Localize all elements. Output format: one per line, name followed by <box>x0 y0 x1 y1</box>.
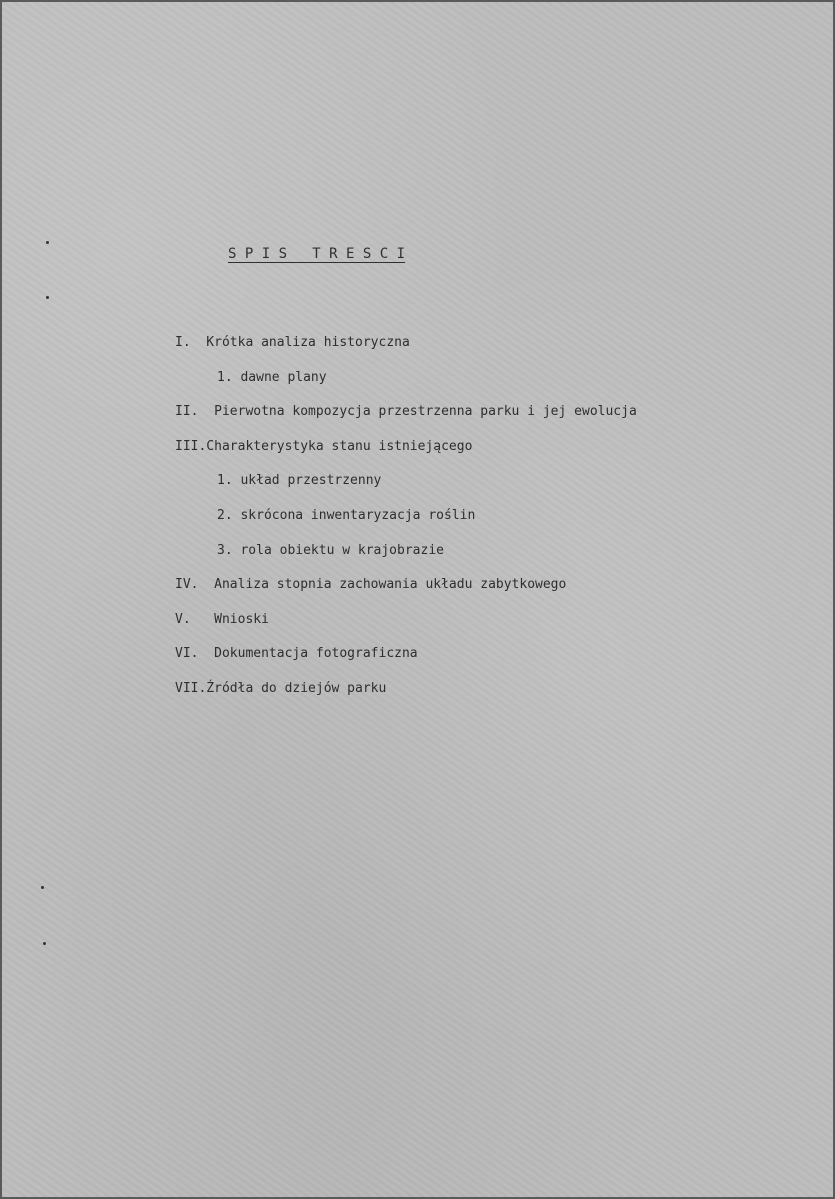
toc-entry: VII.Źródła do dziejów parku <box>175 680 387 696</box>
toc-entry: III.Charakterystyka stanu istniejącego <box>175 438 473 454</box>
toc-entry: II. Pierwotna kompozycja przestrzenna parku i jej ewolucja <box>175 404 637 420</box>
toc-entry: I. Krótka analiza historyczna <box>175 335 410 350</box>
table-of-contents <box>175 334 637 715</box>
toc-entry: IV. Analiza stopnia zachowania układu zabytkowego <box>175 577 567 593</box>
toc-subentry: 2. skrócona inwentaryzacja roślin <box>217 507 476 523</box>
margin-punch-mark <box>41 886 44 889</box>
margin-punch-mark <box>46 241 49 244</box>
toc-subentry: 3. rola obiektu w krajobrazie <box>217 542 444 558</box>
toc-subentry: 1. układ przestrzenny <box>217 473 382 489</box>
toc-entry: V. Wnioski <box>175 611 269 627</box>
margin-punch-mark <box>46 296 49 299</box>
margin-punch-mark <box>43 942 46 945</box>
toc-subentry: 1. dawne plany <box>217 369 327 385</box>
toc-entry: VI. Dokumentacja fotograficzna <box>175 646 418 662</box>
document-title: S P I S T R E S C I <box>228 246 406 262</box>
